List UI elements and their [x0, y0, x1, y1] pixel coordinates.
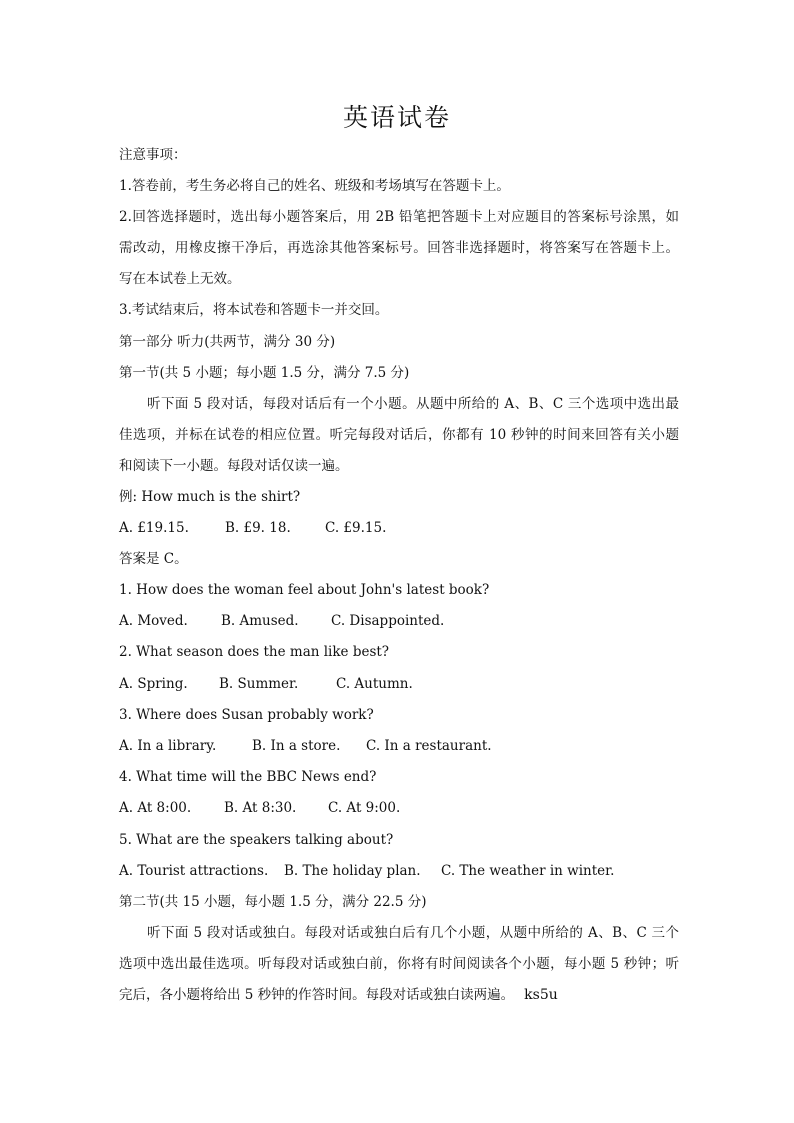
example-option-c: C. £9.15.: [325, 520, 387, 536]
question-4: 4. What time will the BBC News end?: [119, 769, 377, 785]
question-1-option-a: A. Moved.: [119, 613, 188, 629]
question-2-option-c: C. Autumn.: [336, 676, 413, 692]
section1-heading: 第一节(共 5 小题；每小题 1.5 分，满分 7.5 分): [119, 365, 410, 381]
question-3-option-c: C. In a restaurant.: [366, 738, 492, 754]
question-3: 3. Where does Susan probably work?: [119, 707, 374, 723]
question-4-option-a: A. At 8:00.: [119, 800, 192, 816]
notice-item-1: 1.答卷前，考生务必将自己的姓名、班级和考场填写在答题卡上。: [119, 178, 510, 194]
question-4-option-c: C. At 9:00.: [328, 800, 401, 816]
section2-instructions-line1: 听下面 5 段对话或独白。每段对话或独白后有几个小题，从题中所给的 A、B、C 三个: [147, 925, 679, 941]
notice-heading: 注意事项：: [119, 147, 187, 163]
example-answer: 答案是 C。: [119, 551, 188, 567]
question-4-option-b: B. At 8:30.: [224, 800, 297, 816]
part1-heading: 第一部分 听力(共两节，满分 30 分): [119, 334, 336, 350]
notice-item-2-end: 写在本试卷上无效。: [119, 271, 241, 287]
section2-instructions-line3: 完后，各小题将给出 5 秒钟的作答时间。每段对话或独白读两遍。: [119, 987, 515, 1003]
watermark-mark: ks5u: [524, 987, 558, 1003]
question-3-option-b: B. In a store.: [252, 738, 341, 754]
question-2: 2. What season does the man like best?: [119, 644, 390, 660]
question-1-option-c: C. Disappointed.: [331, 613, 445, 629]
question-2-option-b: B. Summer.: [219, 676, 299, 692]
page-title: 英语试卷: [342, 103, 451, 132]
question-5: 5. What are the speakers talking about?: [119, 832, 394, 848]
question-3-option-a: A. In a library.: [119, 738, 217, 754]
question-5-option-b: B. The holiday plan.: [284, 863, 421, 879]
question-2-option-a: A. Spring.: [119, 676, 188, 692]
section1-instructions-line3: 和阅读下一小题。每段对话仅读一遍。: [119, 458, 349, 474]
section2-heading: 第二节(共 15 小题，每小题 1.5 分，满分 22.5 分): [119, 894, 427, 910]
notice-item-3: 3.考试结束后，将本试卷和答题卡一并交回。: [119, 302, 389, 318]
question-1: 1. How does the woman feel about John's latest book?: [119, 582, 490, 598]
section2-instructions-line3-wrap: [119, 985, 679, 1005]
example-question: 例: How much is the shirt?: [119, 489, 301, 505]
example-option-a: A. £19.15.: [119, 520, 189, 536]
question-1-option-b: B. Amused.: [221, 613, 299, 629]
section1-instructions-line1: 听下面 5 段对话，每段对话后有一个小题。从题中所给的 A、B、C 三个选项中选出最: [147, 396, 679, 412]
section1-instructions-line2: 佳选项，并标在试卷的相应位置。听完每段对话后，你都有 10 秒钟的时间来回答有关小题: [119, 427, 679, 443]
question-5-option-a: A. Tourist attractions.: [119, 863, 269, 879]
section2-instructions-line2: 选项中选出最佳选项。听每段对话或独白前，你将有时间阅读各个小题，每小题 5 秒钟；听: [119, 956, 679, 972]
notice-item-2-cont: 需改动，用橡皮擦干净后，再选涂其他答案标号。回答非选择题时，将答案写在答题卡上。: [119, 240, 679, 256]
example-option-b: B. £9. 18.: [225, 520, 291, 536]
notice-item-2: 2.回答选择题时，选出每小题答案后，用 2B 铅笔把答题卡上对应题目的答案标号涂黑，如: [119, 209, 679, 225]
question-5-option-c: C. The weather in winter.: [441, 863, 615, 879]
